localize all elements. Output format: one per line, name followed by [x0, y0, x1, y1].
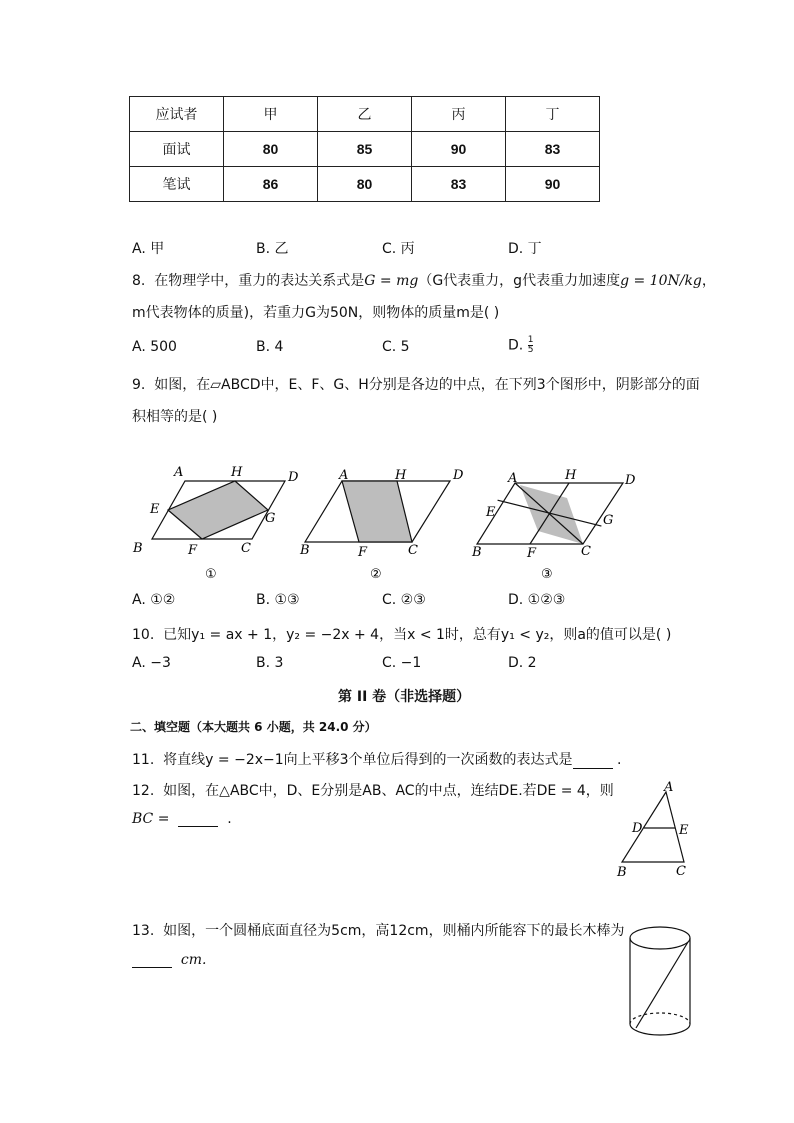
fig2-label-b: B [300, 543, 310, 558]
tri-label-c: C [676, 864, 686, 879]
figure-1 [132, 465, 299, 582]
q13-answer-blank[interactable] [132, 953, 172, 968]
table-header-cell: 甲 [224, 97, 318, 132]
fig2-shaded-quad [342, 481, 412, 542]
fig2-label-h: H [395, 468, 407, 483]
fig1-label-a: A [174, 465, 184, 480]
q9-option-c: C. ②③ [382, 592, 426, 608]
table-cell: 83 [506, 132, 600, 167]
q11-answer-blank[interactable] [573, 754, 613, 769]
fig3-label-h: H [565, 468, 577, 483]
fig2-label-d: D [453, 468, 464, 483]
q8-text-b: （G代表重力，g代表重力加速度 [418, 273, 621, 289]
table-row-label: 笔试 [130, 167, 224, 202]
table-cell: 86 [224, 167, 318, 202]
q8-text-c: ， [701, 273, 716, 289]
q11-line [132, 749, 621, 769]
q13-cylinder-figure [622, 920, 698, 1048]
q13-line1 [132, 920, 625, 940]
q8-option-a: A. 500 [132, 339, 177, 355]
q11-text: 将直线y = −2x−1向上平移3个单位后得到的一次函数的表达式是 [163, 752, 573, 768]
q12-line1 [132, 780, 614, 800]
cylinder-top [630, 927, 690, 949]
figure-3 [471, 468, 636, 582]
fraction-numerator: 1 [527, 335, 534, 345]
fig2-label-c: C [408, 543, 418, 558]
fig1-label-b: B [133, 541, 143, 556]
fig2-caption: ② [370, 567, 382, 582]
q7-option-a: A. 甲 [132, 241, 165, 257]
fig1-label-d: D [288, 470, 299, 485]
fraction-one-fifth [528, 336, 534, 355]
fig3-label-g: G [603, 513, 614, 528]
table-row [130, 132, 600, 167]
q8-text-a: 在物理学中，重力的表达关系式是 [154, 273, 365, 289]
fig3-label-a: A [508, 471, 518, 486]
q10-option-a: A. −3 [132, 655, 171, 671]
q9-number: 9. [132, 377, 146, 393]
q8-option-d [508, 336, 533, 355]
fig3-caption: ③ [541, 567, 553, 582]
table-cell: 80 [224, 132, 318, 167]
section-subtitle: 二、填空题（本大题共 6 小题，共 24.0 分） [130, 720, 377, 734]
fig1-caption: ① [205, 567, 217, 582]
fig3-label-d: D [625, 473, 636, 488]
q13-line2 [132, 952, 206, 968]
q12-bc-label: BC = [132, 811, 170, 827]
q10-option-b: B. 3 [256, 655, 284, 671]
fig3-label-b: B [472, 545, 482, 560]
q7-option-d: D. 丁 [508, 241, 542, 257]
score-table [129, 96, 600, 202]
table-header-cell: 丙 [412, 97, 506, 132]
table-cell: 90 [412, 132, 506, 167]
q9-option-b: B. ①③ [256, 592, 300, 608]
table-header-row [130, 97, 600, 132]
fig1-shaded-quad [168, 481, 268, 539]
q9-line1 [132, 374, 700, 394]
tri-label-e: E [679, 823, 689, 838]
fig1-label-g: G [265, 511, 276, 526]
table-header-cell: 乙 [318, 97, 412, 132]
tri-label-a: A [664, 780, 674, 795]
q13-number: 13. [132, 923, 155, 939]
q8-option-d-label: D. [508, 337, 524, 354]
q8-formula-g: g = 10N/kg [620, 273, 702, 289]
tri-label-d: D [632, 821, 643, 836]
table-row-label: 面试 [130, 132, 224, 167]
table-cell: 83 [412, 167, 506, 202]
q13-text: 如图，一个圆桶底面直径为5cm，高12cm，则桶内所能容下的最长木棒为 [163, 923, 625, 939]
fig2-label-f: F [358, 545, 368, 560]
q8-formula-gravity: G = mg [364, 273, 419, 289]
q10-text: 已知y₁ = ax + 1，y₂ = −2x + 4，当x < 1时，总有y₁ < y₂，则a的值可以是( ) [163, 627, 672, 643]
q11-end: . [617, 752, 622, 768]
table-cell: 80 [318, 167, 412, 202]
q10-option-d: D. 2 [508, 655, 537, 671]
q10-number: 10. [132, 627, 155, 643]
fraction-denominator: 5 [527, 345, 534, 355]
fig1-label-c: C [241, 541, 251, 556]
stick-diagonal [636, 942, 688, 1028]
table-row [130, 167, 600, 202]
q9-text: 如图，在▱ABCD中，E、F、G、H分别是各边的中点，在下列3个图形中，阴影部分的面 [154, 377, 700, 393]
fig1-label-f: F [188, 543, 198, 558]
q9-line2: 积相等的是( ) [132, 409, 218, 425]
q13-unit: cm. [180, 952, 207, 968]
table-header-cell: 应试者 [130, 97, 224, 132]
q8-line1 [132, 270, 716, 290]
table-header-cell: 丁 [506, 97, 600, 132]
q8-option-b: B. 4 [256, 339, 284, 355]
figure-2 [299, 468, 464, 582]
q12-number: 12. [132, 783, 155, 799]
table-cell: 90 [506, 167, 600, 202]
fig1-label-h: H [231, 465, 243, 480]
q8-option-c: C. 5 [382, 339, 410, 355]
section-title: 第 II 卷（非选择题） [338, 689, 471, 705]
tri-label-b: B [617, 865, 627, 880]
cylinder-bottom-front [630, 1024, 690, 1035]
fig3-label-e: E [486, 505, 496, 520]
q7-option-c: C. 丙 [382, 241, 415, 257]
fig3-label-c: C [581, 544, 591, 559]
q7-option-b: B. 乙 [256, 241, 289, 257]
q9-option-d: D. ①②③ [508, 592, 566, 608]
fig3-label-f: F [527, 546, 537, 561]
q10-option-c: C. −1 [382, 655, 422, 671]
q12-triangle-figure [610, 778, 700, 880]
fig1-label-e: E [150, 502, 160, 517]
q11-number: 11. [132, 752, 155, 768]
fig2-label-a: A [339, 468, 349, 483]
table-cell: 85 [318, 132, 412, 167]
q10-line [132, 624, 671, 644]
q8-number: 8. [132, 273, 146, 289]
q12-line2 [132, 811, 232, 827]
q9-figures [125, 455, 655, 590]
q12-end: . [227, 811, 232, 827]
q9-option-a: A. ①② [132, 592, 176, 608]
q12-text: 如图，在△ABC中，D、E分别是AB、AC的中点，连结DE.若DE = 4，则 [163, 783, 614, 799]
q12-answer-blank[interactable] [178, 812, 218, 827]
q8-line2: m代表物体的质量)，若重力G为50N，则物体的质量m是( ) [132, 305, 500, 321]
